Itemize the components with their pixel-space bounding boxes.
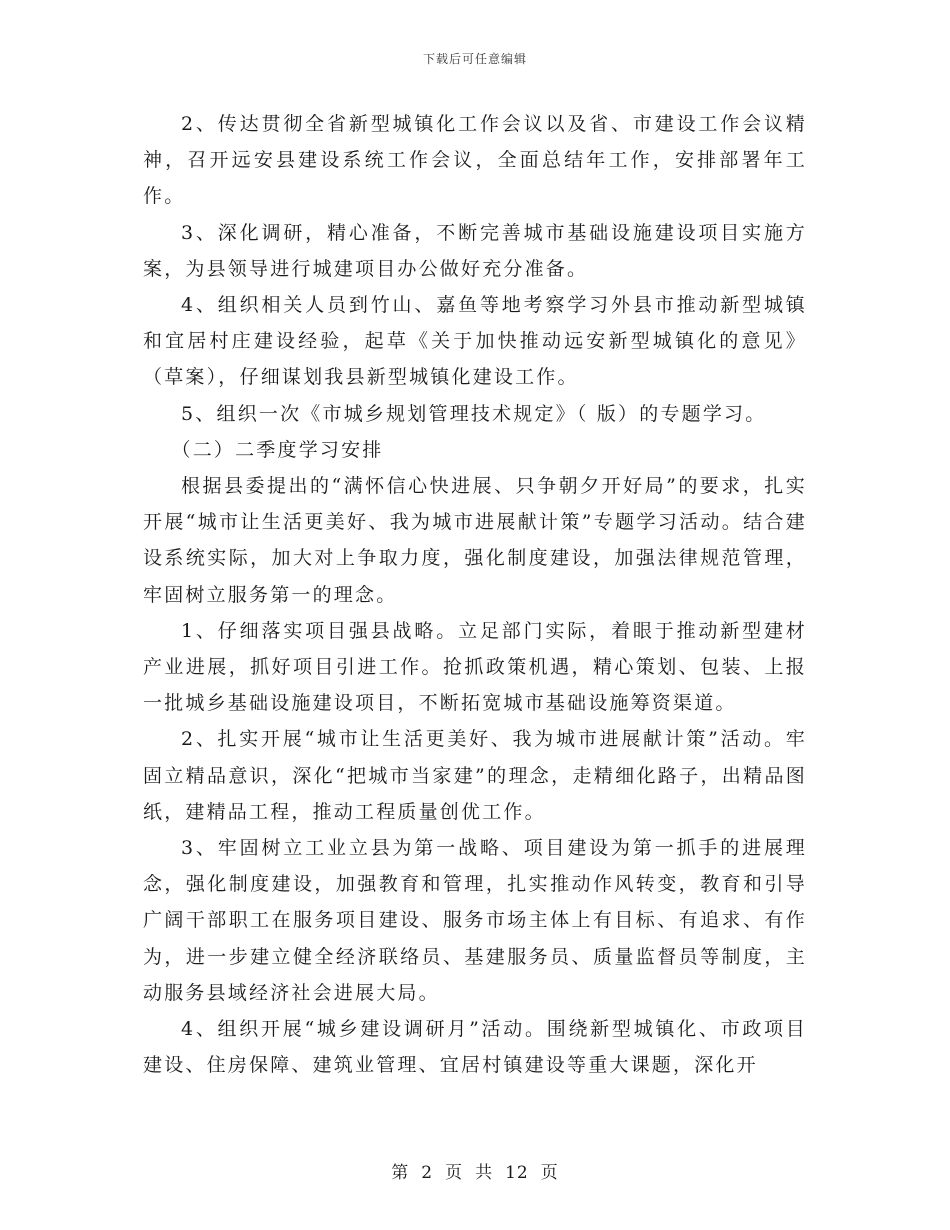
paragraph-item-2: 2、传达贯彻全省新型城镇化工作会议以及省、市建设工作会议精神，召开远安县建设系统工作会议，全面总结年工作，安排部署年工作。: [143, 113, 807, 208]
paragraph-q2-item-2: 2、扎实开展“城市让生活更美好、我为城市进展献计策”活动。牢固立精品意识，深化“把城市当家建”的理念，走精细化路子，出精品图纸，建精品工程，推动工程质量创优工作。: [143, 728, 807, 823]
document-body: [143, 106, 807, 1083]
paragraph-item-5: 5、组织一次《市城乡规划管理技术规定》（ 版）的专题学习。: [181, 402, 767, 425]
paragraph-item-3: 3、深化调研，精心准备，不断完善城市基础设施建设项目实施方案，为县领导进行城建项目办公做好充分准备。: [143, 221, 807, 280]
footer-mid1: 页: [445, 1163, 464, 1183]
page-footer: [0, 1158, 950, 1183]
footer-prefix: 第: [391, 1163, 410, 1183]
paragraph-q2-item-3: 3、牢固树立工业立县为第一战略、项目建设为第一抓手的进展理念，强化制度建设，加强教育和管理，扎实推动作风转变，教育和引导广阔干部职工在服务项目建设、服务市场主体上有目标、有追求、有作为，进一步建立健全经济联络员、基建服务员、质量监督员等制度，主动服务县域经济社会进展大局。: [143, 837, 807, 1004]
page-header-note: 下载后可任意编辑: [422, 52, 527, 66]
paragraph-q2-item-1: 1、仔细落实项目强县战略。立足部门实际，着眼于推动新型建材产业进展，抓好项目引进工作。抢抓政策机遇，精心策划、包装、上报一批城乡基础设施建设项目，不断拓宽城市基础设施筹资渠道。: [143, 619, 807, 715]
footer-total-pages: 12: [505, 1163, 529, 1183]
section-heading-q2: （二）二季度学习安排: [171, 438, 384, 461]
footer-suffix: 页: [540, 1163, 559, 1183]
footer-mid2: 共: [475, 1163, 494, 1183]
paragraph-q2-intro: 根据县委提出的“满怀信心快进展、只争朝夕开好局”的要求，扎实开展“城市让生活更美好、我为城市进展献计策”专题学习活动。结合建设系统实际，加大对上争取力度，强化制度建设，加强法律规范管理，牢固树立服务第一的理念。: [143, 475, 807, 606]
paragraph-item-4: 4、组织相关人员到竹山、嘉鱼等地考察学习外县市推动新型城镇和宜居村庄建设经验，起草《关于加快推动远安新型城镇化的意见》（草案），仔细谋划我县新型城镇化建设工作。: [143, 294, 807, 389]
footer-page-number: 2: [421, 1163, 434, 1183]
paragraph-q2-item-4: 4、组织开展“城乡建设调研月”活动。围绕新型城镇化、市政项目建设、住房保障、建筑业管理、宜居村镇建设等重大课题，深化开: [143, 1018, 807, 1077]
